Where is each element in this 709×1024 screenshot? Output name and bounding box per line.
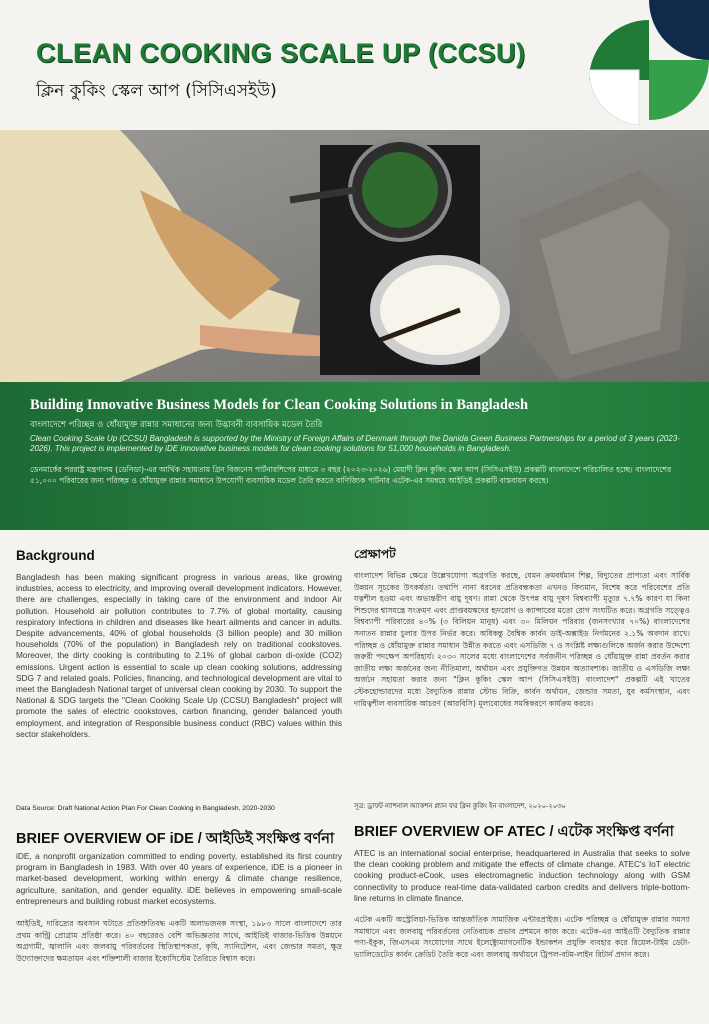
page-title: CLEAN COOKING SCALE UP (CCSU): [36, 38, 526, 68]
corner-decoration: [579, 0, 709, 130]
atec-overview-body-bn: এটেক একটি অস্ট্রেলিয়া-ভিত্তিক আন্তর্জাতিক সামাজিক এন্টারপ্রাইজ। এটেক পরিচ্ছন্ন ও ধোঁয়ামুক্ত রান্নার সমস্যা সমাধানে এবং জলবায়ু পরিবর্তনের নেতিবাচক প্রভাব প্রশমনে কাজ করে। এটেক-এর আইওটি বৈদ্যুতিক রান্নার পণ্য-ইকুক, জিএসএম সংযোগের সাথে ইলেক্ট্রোম্যাগনেটিক ইন্ডাকশন প্রযুক্তি ব্যবহার করে রিয়েল-টাইম ডেটা-ভ্যালিডেটেড কার্বন ক্রেডিট তৈরি করে এবং জলবায়ু অর্থায়নে ট্রিপল-বটম-লাইন রিটার্ন প্রদান করে।: [354, 915, 690, 959]
background-source-bn: সূত্র: ড্রাফট ন্যাশনাল অ্যাকশন প্ল্যান ফর ক্লিন কুকিং ইন বাংলাদেশ, ২০২০-২০৩০: [354, 803, 566, 810]
background-heading: Background: [16, 548, 95, 563]
atec-overview-heading: BRIEF OVERVIEW OF ATEC / এটেক সংক্ষিপ্ত বর্ণনা: [354, 824, 674, 840]
cooking-photo: [0, 130, 709, 382]
project-banner: [0, 382, 709, 530]
page-subtitle-bn: ক্লিন কুকিং স্কেল আপ (সিসিএসইউ): [36, 81, 277, 101]
ide-overview-body-en: iDE, a nonprofit organization committed to ending poverty, established its first country program in Bangladesh in 1983. With over 40 years of experience, iDE is a pioneer in market-based development, working within energy & climate change resilience, agriculture, sanitation, and gender equality. iDE believes in empowering small-scale entrepreneurs and building robust market ecosystems.: [16, 851, 342, 906]
banner-description-en: Clean Cooking Scale Up (CCSU) Bangladesh is supported by the Ministry of Foreign Affairs of Denmark through the Danida Green Business Partnerships for a period of 3 years (2023-2026). This project is implemented by iDE innovative business models for clean cooking solutions for 51,000 households in Bangladesh.: [30, 434, 680, 453]
background-heading-bn: প্রেক্ষাপট: [354, 547, 396, 561]
ide-overview-body-bn: আইডিই, দারিদ্র্যের অবসান ঘটাতে প্রতিশ্রুতিবদ্ধ একটি অলাভজনক সংস্থা, ১৯৮৩ সালে বাংলাদেশে তার প্রথম কান্ট্রি প্রোগ্রাম প্রতিষ্ঠা করে। ৪০ বছরেরও বেশি অভিজ্ঞতার সাথে, আইডিই বাজার-ভিত্তিক উন্নয়নে অগ্রগামী, জ্বালানি এবং জলবায়ু পরিবর্তনের স্থিতিস্থাপকতা, কৃষি, স্যানিটেশন, এবং জেন্ডার সমতা, ক্ষুদ্র উদ্যোক্তাদের ক্ষমতায়ন এবং শক্তিশালী বাজার ইকোসিস্টেম তৈরিতে বিশ্বাস করে।: [16, 919, 342, 963]
background-body: Bangladesh has been making significant progress in various areas, like growing industries, access to electricity, and improving overall development indicators. However, there are challenges, especially in taking care of the environment and indoor Air pollution. Household air pollution contributes to 7.7% of global mortality, causing respiratory infections in children and diseases like heart ailments and cancer in adults. Despite advancements, 40% of global households (3 billion people) and 30 million households (70% of the population) in Bangladesh rely on traditional cookstoves. Moreover, the dirty cooking is contributing to 2.1% of global carbon di-oxide (CO2) emissions. Urgent action is essential to scale up clean cooking solutions, addressing SDG 7 and related goals. Policies, financing, and technological development are vital to meet the Bangladesh National target of universal clean cooking by 2030. To support the National & SDG targets the "Clean Cooking Scale Up (CCSU) Bangladesh" project will promote the sales of electric cookstoves, carbon financing, gender balanced youth employment, and integration of Responsible business conduct (RBC) values within this sector stakeholders.: [16, 572, 342, 739]
background-body-bn: বাংলাদেশ বিভিন্ন ক্ষেত্রে উল্লেখযোগ্য অগ্রগতি করছে, যেমন ক্রমবর্ধমান শিল্প, বিদ্যুতের প্রাপ্যতা এবং সার্বিক উন্নয়ন সূচকের উৎকর্ষতা। তথাপি নানা ধরনের প্রতিবন্ধকতা এখনও বিদ্যমান, বিশেষ করে পরিবেশের প্রতি যত্নশীল হওয়া এবং অভ্যন্তরীণ বায়ু দূষণ। রান্না থেকে উৎপন্ন বায়ু দূষণ বিশ্বব্যাপী মৃত্যুর ৭.৭% কারণ যা কিনা শিশুদের শ্বাসযন্ত্রে সংক্রমণ এবং প্রাপ্তবয়স্কদের হৃদরোগ ও ক্যান্সারের মতো রোগ সংঘটিত করে। অগ্রগতি সত্ত্বেও বিশ্বব্যাপী পরিবারের ৪০% (৩ বিলিয়ন মানুষ) এবং ৩০ মিলিয়ন পরিবার (জনসংখ্যার ৭০%) বাংলাদেশের সনাতন রান্নার চুলার উপর নির্ভর করে। অধিকন্তু বৈশ্বিক কার্বন ডাই-অক্সাইড নির্গমনের ২.১% অবদান রাখে। পরিচ্ছন্ন ও ধোঁয়ামুক্ত রান্নার সমাধান উন্নীত করতে এবং এসডিজি ৭ ও সংশ্লিষ্ট লক্ষ্যগুলিকে অর্জন করার উদ্দেশ্যে জরুরী পদক্ষেপ অপরিহার্য। ২০৩০ সালের মধ্যে বাংলাদেশের সর্বজনীন পরিচ্ছন্ন ও ধোঁয়ামুক্ত রান্না প্রবর্তন করার জাতীয় লক্ষ্য অর্জনের জন্য নীতিমালা, অর্থায়ন এবং প্রযুক্তিগত উন্নয়ন অত্যাবশ্যক। জাতীয় ও এসডিজি লক্ষ্য অর্জনে সহায়তা করার জন্য "ক্লিন কুকিং স্কেল আপ (সিসিএসইউ) বাংলাদেশ" প্রকল্পটি এই খাতের স্টেকহোল্ডারদের মধ্যে বৈদ্যুতিক রান্নার স্টোভ বিক্রি, কার্বন অর্থায়ন, জেন্ডার সমতা, যুব কর্মসংস্থান, এবং দায়িত্বশীল ব্যবসায়িক আচরণ (আরবিসি) মূল্যবোধের সমন্বিকরণে কার্যক্রম করবে।: [354, 571, 690, 708]
ide-overview-heading: BRIEF OVERVIEW OF iDE / আইডিই সংক্ষিপ্ত বর্ণনা: [16, 831, 335, 847]
banner-description-bn: ডেনমার্কের পররাষ্ট্র মন্ত্রণালয় (ডেনিডা)-এর আর্থিক সহায়তায় গ্রিন বিজনেস পার্টনারশিপের মাধ্যমে ৩ বছর (২০২৩-২০২৬) মেয়াদী ক্লিন কুকিং স্কেল আপ (সিসিএসইউ) প্রকল্পটি বাংলাদেশে পরিচালিত হচ্ছে। বাংলাদেশের ৫১,০০০ পরিবারের জন্য পরিচ্ছন্ন ও ধোঁয়ামুক্ত রান্নার সমাধানে উপযোগী ব্যবসায়িক মডেল তৈরি করতে বাণিজ্যিক পার্টনার এটেক-এর সমন্বয়ে আইডিই প্রকল্পটি বাস্তবায়ন করছে।: [30, 465, 672, 485]
banner-heading-bn: বাংলাদেশে পরিচ্ছন্ন ও ধোঁয়ামুক্ত রান্নার সমাধানের জন্য উদ্ভাবনী ব্যবসায়িক মডেল তৈরি: [30, 420, 323, 430]
background-source: Data Source: Draft National Action Plan For Clean Cooking in Bangladesh, 2020-2030: [16, 805, 275, 812]
atec-overview-body-en: ATEC is an international social enterprise, headquartered in Australia that seeks to solve the clean cooking problem and mitigate the effects of climate change. ATEC's IoT electric cooking product-eCook, uses electromagnetic induction technology along with GSM connectivity to produce real-time data-validated carbon credits and delivers triple-bottom-line returns in climate finance.: [354, 848, 690, 903]
banner-heading: Building Innovative Business Models for Clean Cooking Solutions in Bangladesh: [30, 397, 529, 413]
